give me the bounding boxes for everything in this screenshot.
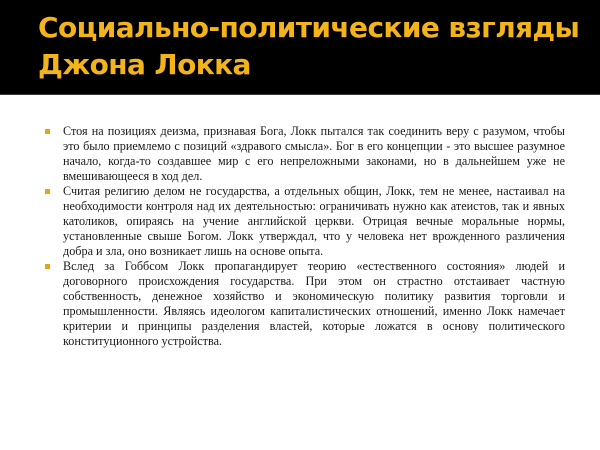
- bullet-text: Считая религию делом не государства, а отдельных общин, Локк, тем не менее, настаивал на необходимости контроля над их деятельностью: ограничивать нужно как атеистов, так и явных католиков, опираясь на учение английской церкви. Отрицая вечные моральные нормы, установленные свыше Богом. Локк утверждал, что у человека нет врожденного различения добра и зла, оно возникает лишь на основе опыта.: [63, 184, 565, 258]
- bullet-item: [45, 259, 565, 349]
- square-bullet-icon: [45, 264, 50, 269]
- square-bullet-icon: [45, 129, 50, 134]
- slide-title-line-2: Джона Локка: [38, 48, 251, 81]
- bullet-text: Стоя на позициях деизма, признавая Бога, Локк пытался так соединить веру с разумом, чтобы это было приемлемо с позиций «здравого смысла». Бог в его концепции - это высшее разумное начало, когда-то создавшее мир с его непреложными законами, но в дальнейшем уже не вмешивающееся в ход дел.: [63, 124, 565, 183]
- bullet-text: Вслед за Гоббсом Локк пропагандирует теорию «естественного состояния» людей и договорного происхождения государства. При этом он страстно отстаивает частную собственность, денежное хозяйство и экономическую политику развития торговли и промышленности. Являясь идеологом капиталистических отношений, именно Локк намечает критерии и принципы разделения властей, которые ложатся в основу политического конституционного устройства.: [63, 259, 565, 348]
- slide-title-line-1: Социально-политические взгляды: [38, 11, 580, 44]
- square-bullet-icon: [45, 189, 50, 194]
- bullet-list: [45, 124, 565, 349]
- bullet-item: [45, 124, 565, 184]
- bullet-item: [45, 184, 565, 259]
- title-bar: [0, 0, 600, 95]
- slide-title: [38, 9, 593, 83]
